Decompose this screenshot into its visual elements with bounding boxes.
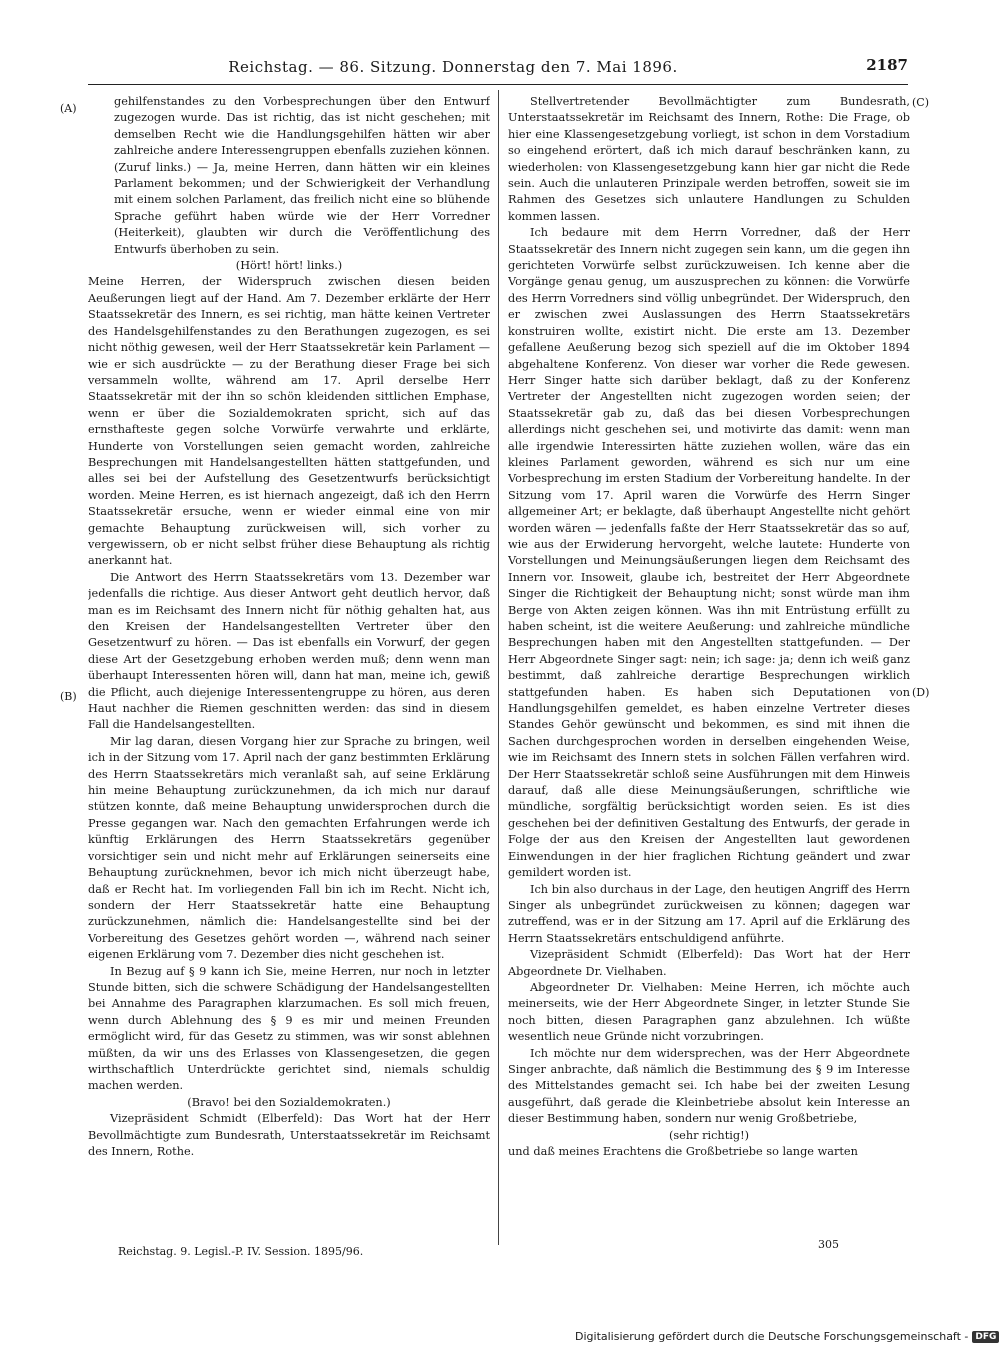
header-title: Reichstag. — 86. Sitzung. Donnerstag den 7. Mai 1896. <box>228 58 678 76</box>
margin-mark-c: (C) <box>912 96 929 109</box>
paragraph: (Bravo! bei den Sozialdemokraten.) <box>187 1095 391 1109</box>
paragraph: (Hört! hört! links.) <box>235 259 343 273</box>
paragraph: Die Antwort des Herrn Staatssekretärs vom 13. Dezember war jedenfalls die richtige. Aus dieser Antwort geht deutlich hervor, daß man es im Reichsamt des Innern nicht für nöthig gehalten hat, aus den Kreisen der Handelsangestellten Vertreter über den Gesetzentwurf zu hören. — Das ist ebenfalls ein Vorwurf, der gegen diese Art der Gesetzgebung erhoben werden muß; denn wenn man überhaupt Interessenten hören will, dann hat man, meine ich, gewiß die Pflicht, auch diejenige Interessentengruppe zu hören, aus deren Haut nachher die Riemen geschnitten werden: das sind in diesem Fall die Handelsangestellten. <box>88 570 490 732</box>
page-header <box>88 56 908 78</box>
dfg-credit-text: Digitalisierung gefördert durch die Deutsche Forschungsgemeinschaft - <box>575 1330 969 1343</box>
margin-mark-d: (D) <box>912 686 930 699</box>
left-column <box>88 94 490 1244</box>
page-number: 2187 <box>866 56 908 74</box>
paragraph: In Bezug auf § 9 kann ich Sie, meine Herren, nur noch in letzter Stunde bitten, sich die schwere Schädigung der Handelsangestellten bei Annahme des Paragraphen klarzumachen. Es soll mich freuen, wenn durch Ablehnung des § 9 es mir und meinen Freunden ermöglicht wird, für das Gesetz zu stimmen, was wir sonst ablehnen müßten, da wir uns des Erlasses von Klassengesetzen, die gegen wirthschaftlich Unterdrückte gerichtet sind, niemals schuldig machen werden. <box>88 964 490 1093</box>
paragraph: Meine Herren, der Widerspruch zwischen diesen beiden Aeußerungen liegt auf der Hand. Am 7. Dezember erklärte der Herr Staatssekretär des Innern, es sei richtig, man hätte keinen Vertreter des Handelsgehilfenstandes zu den Berathungen zugezogen, es sei nicht nöthig gewesen, weil der Herr Staatssekretär kein Parlament — wie er sich ausdrückte — zu der Berathung dieser Frage bei sich versammeln wollte, während am 17. April derselbe Herr Staatssekretär mit der ihn so schön kleidenden sittlichen Emphase, wenn er über die Sozialdemokraten spricht, sich auf das ernsthafteste gegen solche Vorwürfe verwahrte und erklärte, Hunderte von Vorstellungen seien gemacht worden, zahlreiche Besprechungen mit Handelsangestellten hätten stattgefunden, und alles sei bei der Aufstellung des Gesetzentwurfs berücksichtigt worden. Meine Herren, es ist hiernach angezeigt, daß ich den Herrn Staatssekretär ersuche, wenn er wieder einmal eine von mir gemachte Behauptung zurückweisen will, sich vorher zu vergewissern, ob er nicht selbst früher diese Behauptung als richtig anerkannt hat. <box>88 275 490 568</box>
footer-session: Reichstag. 9. Legisl.-P. IV. Session. 1895/96. <box>118 1245 364 1258</box>
paragraph: gehilfenstandes zu den Vorbesprechungen über den Entwurf zugezogen wurde. Das ist richtig, das ist nicht geschehen; mit demselben Recht wie die Handlungsgehilfen hätten wir aber zahlreiche andere Interessengruppen ebenfalls zuziehen können. (Zuruf links.) — Ja, meine Herren, dann hätten wir ein kleines Parlament bekommen; und der Schwierigkeit der Verhandlung mit einem solchen Parlament, das freilich nicht eine so blühende Sprache geführt haben würde wie der Herr Vorredner (Heiterkeit), glaubten wir durch die Veröffentlichung des Entwurfs überhoben zu sein. <box>114 95 490 256</box>
paragraph: Vizepräsident Schmidt (Elberfeld): Das Wort hat der Herr Bevollmächtigte zum Bundesrath, Unterstaatssekretär im Reichsamt des Innern, Rothe. <box>88 1112 490 1158</box>
dfg-credit <box>575 1330 999 1343</box>
paragraph: Ich bedaure mit dem Herrn Vorredner, daß der Herr Staatssekretär des Innern nicht zugegen sein kann, um die gegen ihn gerichteten Vorwürfe selbst zurückzuweisen. Ich kenne aber die Vorgänge genau genug, um auszusprechen zu können: die Vorwürfe des Herrn Vorredners sind völlig unbegründet. Der Widerspruch, den er zwischen zwei Auslassungen des Herrn Staatssekretärs konstruiren wollte, existirt nicht. Die erste am 13. Dezember gefallene Aeußerung bezog sich speziell auf die im Oktober 1894 abgehaltene Konferenz. Von dieser war vorher die Rede gewesen. Herr Singer hatte sich darüber beklagt, daß zu der Konferenz Vertreter der Angestellten nicht zugezogen worden seien; der Staatssekretär gab zu, daß das bei diesen Vorbesprechungen allerdings nicht geschehen sei, und motivirte das damit: wenn man alle irgendwie Interessirten hätte zuziehen wollen, wäre das ein kleines Parlament geworden, während es sich nur um eine Vorbesprechung im ersten Stadium der Vorbereitung handelte. In der Sitzung vom 17. April waren die Vorwürfe des Herrn Singer allgemeiner Art; er beklagte, daß überhaupt Angestellte nicht gehört worden wären — jedenfalls faßte der Herr Staatssekretär das so auf, wie aus der Erwiderung hervorgeht, welche lautete: Hunderte von Vorstellungen und Meinungsäußerungen liegen dem Reichsamt des Innern vor. Insoweit, glaube ich, bestreitet der Herr Abgeordnete Singer die Richtigkeit der Behauptung nicht; sonst würde man ihm Berge von Akten zeigen können. Was ihn mit Entrüstung erfüllt zu haben scheint, ist die weitere Aeußerung: und zahlreiche mündliche Besprechungen haben mit den Angestellten stattgefunden. — Der Herr Abgeordnete Singer sagt: nein; ich sage: ja; denn ich weiß ganz bestimmt, daß zahlreiche derartige Besprechungen wirklich stattgefunden haben. Es haben sich Deputationen von Handlungsgehilfen gemeldet, es haben einzelne Vertreter dieses Standes Gehör gewünscht und bekommen, es sind mit ihnen die Sachen durchgesprochen worden in derselben eingehenden Weise, wie im Reichsamt des Innern stets in solchen Fällen verfahren wird. Der Herr Staatssekretär schloß seine Ausführungen mit dem Hinweis darauf, daß alle diese Meinungsäußerungen, schriftliche wie mündliche, sorgfältig berücksichtigt worden seien. Es ist dies geschehen bei der definitiven Gestaltung des Entwurfs, der gerade in Folge der aus den Kreisen der Angestellten laut gewordenen Einwendungen in der hier fraglichen Richtung geändert und zwar gemildert worden ist. <box>508 226 910 880</box>
paragraph: Ich möchte nur dem widersprechen, was der Herr Abgeordnete Singer anbrachte, daß nämlich die Bestimmung des § 9 im Interesse des Mittelstandes gemacht sei. Ich habe bei der zweiten Lesung ausgeführt, daß gerade die Kleinbetriebe absolut kein Interesse an dieser Bestimmung haben, sondern nur wenig Großbetriebe, <box>508 1046 910 1126</box>
footer-signature: 305 <box>818 1238 839 1251</box>
paragraph: und daß meines Erachtens die Großbetriebe so lange warten <box>508 1145 858 1158</box>
margin-mark-b: (B) <box>60 690 77 703</box>
paragraph: Stellvertretender Bevollmächtigter zum Bundesrath, Unterstaatssekretär im Reichsamt des Innern, Rothe: Die Frage, ob hier eine Klassengesetzgebung vorliegt, ist schon in dem Vorstadium so eingehend erörtert, daß ich mich darauf beschränken kann, zu wiederholen: von Klassengesetzgebung kann hier gar nicht die Rede sein. Auch die unlauteren Prinzipale werden betroffen, soweit sie im Rahmen des Gesetzes sich unlautere Handlungen zu Schulden kommen lassen. <box>508 95 910 223</box>
paragraph: Vizepräsident Schmidt (Elberfeld): Das Wort hat der Herr Abgeordnete Dr. Vielhaben. <box>508 948 910 978</box>
paragraph: Abgeordneter Dr. Vielhaben: Meine Herren, ich möchte auch meinerseits, wie der Herr Abgeordnete Singer, in letzter Stunde Sie noch bitten, diesen Paragraphen ganz abzulehnen. Ich wüßte wesentlich neue Gründe nicht vorzubringen. <box>508 980 910 1044</box>
header-rule <box>88 84 908 85</box>
paragraph: Mir lag daran, diesen Vorgang hier zur Sprache zu bringen, weil ich in der Sitzung vom 17. April nach der ganz bestimmten Erklärung des Herrn Staatssekretärs mich veranlaßt sah, auf seine Erklärung hin meine Behauptung zurückzunehmen, da ich mich nur darauf stützen konnte, daß meine Behauptung unwidersprochen durch die Presse gegangen war. Nach den gemachten Erfahrungen werde ich künftig Erklärungen des Herrn Staatssekretärs gegenüber vorsichtiger sein und nicht mehr auf Erklärungen seinerseits eine Behauptung zurücknehmen, bevor ich mich nicht überzeugt habe, daß er Recht hat. Im vorliegenden Fall bin ich im Recht. Nicht ich, sondern der Herr Staatssekretär hatte eine Behauptung zurückzunehmen, nämlich die: Handelsangestellte sind bei der Vorbereitung des Gesetzes gehört worden —, während nach seiner eigenen Erklärung vom 7. Dezember dies nicht geschehen ist. <box>88 734 490 962</box>
dfg-logo: DFG <box>972 1331 999 1343</box>
paragraph: (sehr richtig!) <box>668 1128 750 1142</box>
margin-mark-a: (A) <box>60 102 77 115</box>
paragraph: Ich bin also durchaus in der Lage, den heutigen Angriff des Herrn Singer als unbegründet zurückweisen zu können; dagegen war zutreffend, was er in der Sitzung am 17. April auf die Erklärung des Herrn Staatssekretärs entschuldigend anführte. <box>508 882 910 945</box>
right-column <box>508 94 910 1244</box>
column-divider <box>498 90 499 1245</box>
